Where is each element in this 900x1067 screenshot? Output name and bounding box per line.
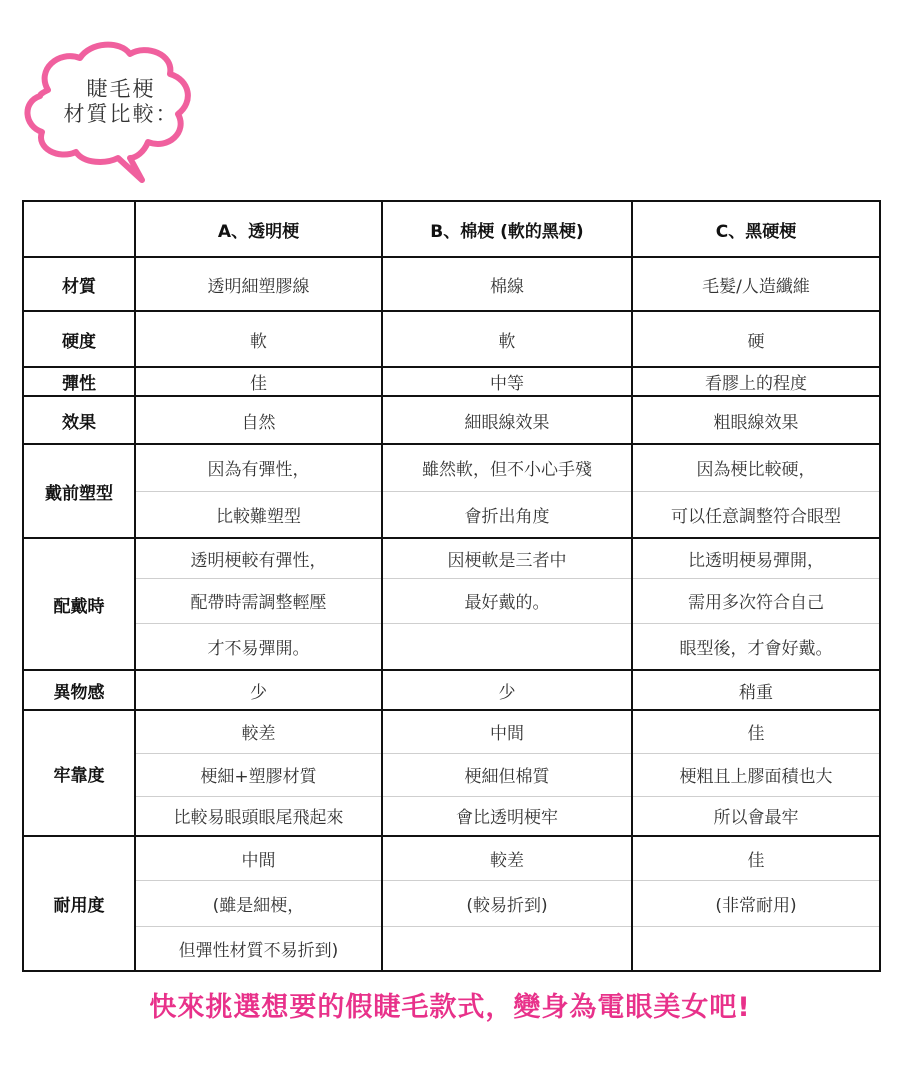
cell-durability-a-1: 中間 <box>135 836 382 880</box>
table-row <box>23 444 880 491</box>
cell-effect-c: 粗眼線效果 <box>632 396 880 444</box>
cell-foreign-b: 少 <box>382 670 632 710</box>
cell-wearing-a-1: 透明梗較有彈性， <box>135 538 382 578</box>
row-label-effect: 效果 <box>23 396 135 444</box>
table-row <box>23 257 880 311</box>
table-row <box>23 670 880 710</box>
table-row <box>23 491 880 538</box>
header-a: A、透明梗 <box>135 201 382 257</box>
cell-foreign-c: 稍重 <box>632 670 880 710</box>
cell-firmness-b-3: 會比透明梗牢 <box>382 796 632 836</box>
cell-firmness-c-3: 所以會最牢 <box>632 796 880 836</box>
bubble-line-2: 材質比較： <box>63 102 179 126</box>
cell-foreign-a: 少 <box>135 670 382 710</box>
cell-durability-b-1: 較差 <box>382 836 632 880</box>
row-label-durability: 耐用度 <box>23 836 135 971</box>
row-label-elasticity: 彈性 <box>23 367 135 396</box>
cell-durability-c-2: (非常耐用) <box>632 880 880 926</box>
cell-firmness-a-2: 梗細+塑膠材質 <box>135 753 382 796</box>
cell-preshape-c-2: 可以任意調整符合眼型 <box>632 491 880 538</box>
cell-preshape-b-2: 會折出角度 <box>382 491 632 538</box>
cell-effect-b: 細眼線效果 <box>382 396 632 444</box>
table-row <box>23 396 880 444</box>
cell-wearing-a-2: 配帶時需調整輕壓 <box>135 578 382 623</box>
row-label-preshape: 戴前塑型 <box>23 444 135 538</box>
cell-material-b: 棉線 <box>382 257 632 311</box>
cell-durability-b-2: (較易折到) <box>382 880 632 926</box>
cell-wearing-c-2: 需用多次符合自己 <box>632 578 880 623</box>
cell-firmness-a-1: 較差 <box>135 710 382 753</box>
cell-hardness-a: 軟 <box>135 311 382 367</box>
cell-effect-a: 自然 <box>135 396 382 444</box>
speech-bubble <box>18 40 198 185</box>
cell-hardness-b: 軟 <box>382 311 632 367</box>
cell-elasticity-b: 中等 <box>382 367 632 396</box>
table-row <box>23 710 880 753</box>
header-c: C、黑硬梗 <box>632 201 880 257</box>
cell-preshape-c-1: 因為梗比較硬， <box>632 444 880 491</box>
cell-wearing-b-2: 最好戴的。 <box>382 578 632 623</box>
cell-durability-a-2: (雖是細梗， <box>135 880 382 926</box>
table-row <box>23 311 880 367</box>
cell-wearing-b-3 <box>382 623 632 670</box>
row-label-wearing: 配戴時 <box>23 538 135 670</box>
table-row <box>23 753 880 796</box>
cell-hardness-c: 硬 <box>632 311 880 367</box>
row-label-hardness: 硬度 <box>23 311 135 367</box>
cell-firmness-b-2: 梗細但棉質 <box>382 753 632 796</box>
cell-durability-c-3 <box>632 926 880 971</box>
cell-elasticity-a: 佳 <box>135 367 382 396</box>
row-label-foreign: 異物感 <box>23 670 135 710</box>
cell-preshape-a-2: 比較難塑型 <box>135 491 382 538</box>
header-empty <box>23 201 135 257</box>
cell-firmness-a-3: 比較易眼頭眼尾飛起來 <box>135 796 382 836</box>
table-row <box>23 836 880 880</box>
cell-firmness-c-1: 佳 <box>632 710 880 753</box>
cell-wearing-c-1: 比透明梗易彈開， <box>632 538 880 578</box>
cell-durability-a-3: 但彈性材質不易折到) <box>135 926 382 971</box>
cell-preshape-a-1: 因為有彈性， <box>135 444 382 491</box>
cell-firmness-c-2: 梗粗且上膠面積也大 <box>632 753 880 796</box>
footer-slogan: 快來挑選想要的假睫毛款式，變身為電眼美女吧! <box>149 992 751 1023</box>
cell-wearing-b-1: 因梗軟是三者中 <box>382 538 632 578</box>
row-label-firmness: 牢靠度 <box>23 710 135 836</box>
cell-wearing-a-3: 才不易彈開。 <box>135 623 382 670</box>
table-row <box>23 926 880 971</box>
table-row <box>23 623 880 670</box>
table-row <box>23 367 880 396</box>
header-b: B、棉梗 (軟的黑梗) <box>382 201 632 257</box>
row-label-material: 材質 <box>23 257 135 311</box>
comparison-table <box>22 200 881 972</box>
cell-durability-c-1: 佳 <box>632 836 880 880</box>
table-row <box>23 796 880 836</box>
cell-material-c: 毛髮/人造纖維 <box>632 257 880 311</box>
cell-preshape-b-1: 雖然軟，但不小心手殘 <box>382 444 632 491</box>
table-header-row <box>23 201 880 257</box>
bubble-line-1: 睫毛梗 <box>86 77 156 101</box>
table-row <box>23 578 880 623</box>
cell-firmness-b-1: 中間 <box>382 710 632 753</box>
table-row <box>23 880 880 926</box>
table-row <box>23 538 880 578</box>
cell-material-a: 透明細塑膠線 <box>135 257 382 311</box>
cell-elasticity-c: 看膠上的程度 <box>632 367 880 396</box>
cell-wearing-c-3: 眼型後，才會好戴。 <box>632 623 880 670</box>
cell-durability-b-3 <box>382 926 632 971</box>
